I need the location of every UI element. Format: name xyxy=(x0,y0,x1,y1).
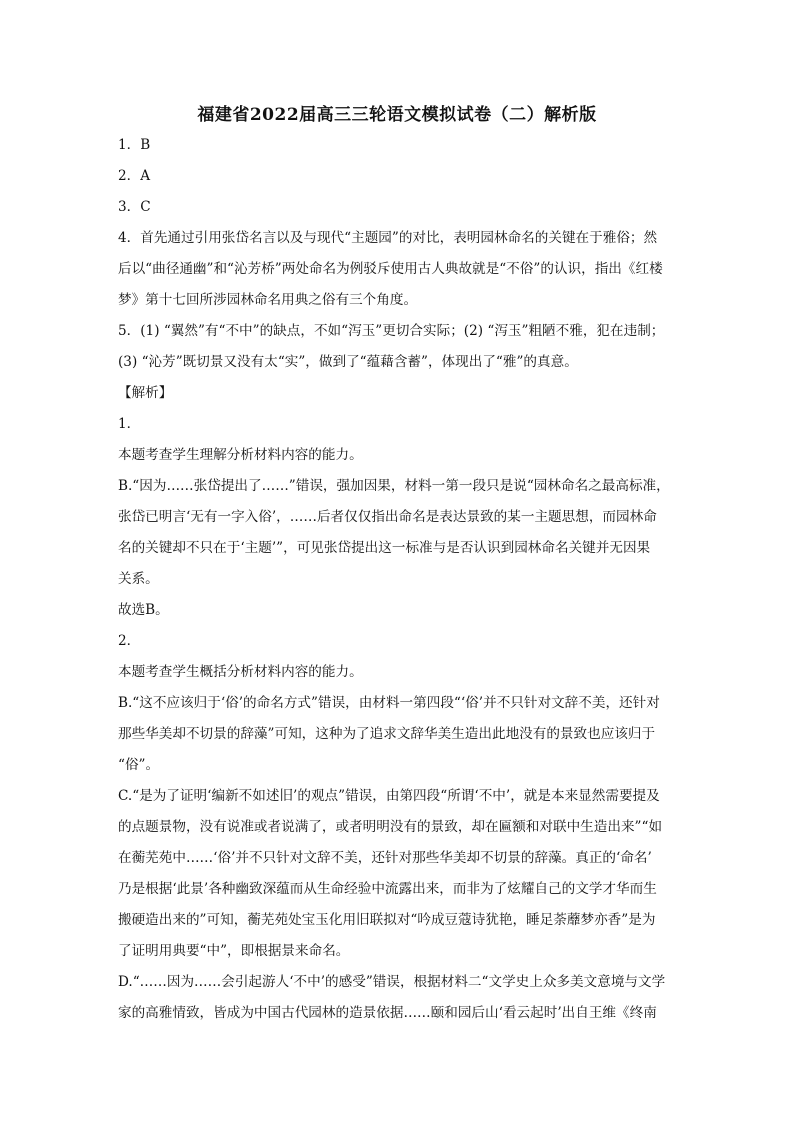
answer-4-line: 后以“曲径通幽”和“沁芳桥”两处命名为例驳斥使用古人典故就是“不俗”的认识，指出《红楼 xyxy=(118,261,663,277)
answer-5-line: (3) “沁芳”既切景又没有太“实”，做到了“蕴藉含蓄”，体现出了“雅”的真意。 xyxy=(118,354,578,370)
q2-option-b-line: B.“这不应该归于‘俗’的命名方式”错误，由材料一第四段“‘俗’并不只针对文辞不美，还针对 xyxy=(118,695,660,711)
q1-option-b-line: 名的关键却不只在于‘主题’”，可见张岱提出这一标准与是否认识到园林命名关键并无因果 xyxy=(118,540,651,556)
q2-option-b-line: “俗”。 xyxy=(118,757,160,773)
q2-number: 2． xyxy=(118,633,141,649)
q1-number: 1． xyxy=(118,416,141,432)
q2-option-c-line: 的点题景物，没有说准或者说满了，或者明明没有的景致，却在匾额和对联中生造出来”“如 xyxy=(118,819,663,835)
q2-option-c-line: 在蘅芜苑中……‘俗’并不只针对文辞不美，还针对那些华美却不切景的辞藻。真正的‘命名’ xyxy=(118,850,652,866)
answer-4-line: 梦》第十七回所涉园林命名用典之俗有三个角度。 xyxy=(118,292,418,308)
answer-4-line: 4．首先通过引用张岱名言以及与现代“主题园”的对比，表明园林命名的关键在于雅俗；然 xyxy=(118,230,658,246)
q2-intro: 本题考查学生概括分析材料内容的能力。 xyxy=(118,664,363,680)
q2-option-b-line: 那些华美却不切景的辞藻”可知，这种为了追求文辞华美生造出此地没有的景致也应该归于 xyxy=(118,726,656,742)
answer-1: 1．B xyxy=(118,137,151,153)
answer-2: 2．A xyxy=(118,168,151,184)
answer-3: 3．C xyxy=(118,199,151,215)
q2-option-d-line: 家的高雅情致，皆成为中国古代园林的造景依据……颐和园后山‘看云起时’出自王维《终南 xyxy=(118,1005,657,1021)
q2-option-c-line: C.“是为了证明‘编新不如述旧’的观点”错误，由第四段“所谓‘不中’，就是本来显然需要提及 xyxy=(118,788,660,804)
q2-option-c-line: 搬硬造出来的”可知，蘅芜苑处宝玉化用旧联拟对“吟成豆蔻诗犹艳，睡足荼蘼梦亦香”是为 xyxy=(118,912,656,928)
q1-option-b-line: 张岱已明言‘无有一字入俗’，……后者仅仅指出命名是表达景致的某一主题思想，而园林命 xyxy=(118,509,657,525)
q1-option-b-line: B.“因为……张岱提出了……”错误，强加因果，材料一第一段只是说“园林命名之最高标准， xyxy=(118,478,670,494)
q2-option-c-line: 了证明用典要“中”，即根据景来命名。 xyxy=(118,943,350,959)
document-body xyxy=(118,130,680,1029)
q1-intro: 本题考查学生理解分析材料内容的能力。 xyxy=(118,447,363,463)
document-title: 福建省2022届高三三轮语文模拟试卷（二）解析版 xyxy=(197,105,597,125)
q1-conclusion: 故选B。 xyxy=(118,602,169,618)
answer-5-line: 5．(1) “翼然”有“不中”的缺点，不如“泻玉”更切合实际；(2) “泻玉”粗陋不雅，犯在违制； xyxy=(118,323,665,339)
analysis-heading: 【解析】 xyxy=(118,385,173,401)
q2-option-c-line: 乃是根据‘此景’各种幽致深蕴而从生命经验中流露出来，而非为了炫耀自己的文学才华而生 xyxy=(118,881,657,897)
q2-option-d-line: D.“……因为……会引起游人‘不中’的感受”错误，根据材料二“文学史上众多美文意境与文学 xyxy=(118,974,666,990)
q1-option-b-line: 关系。 xyxy=(118,571,159,587)
